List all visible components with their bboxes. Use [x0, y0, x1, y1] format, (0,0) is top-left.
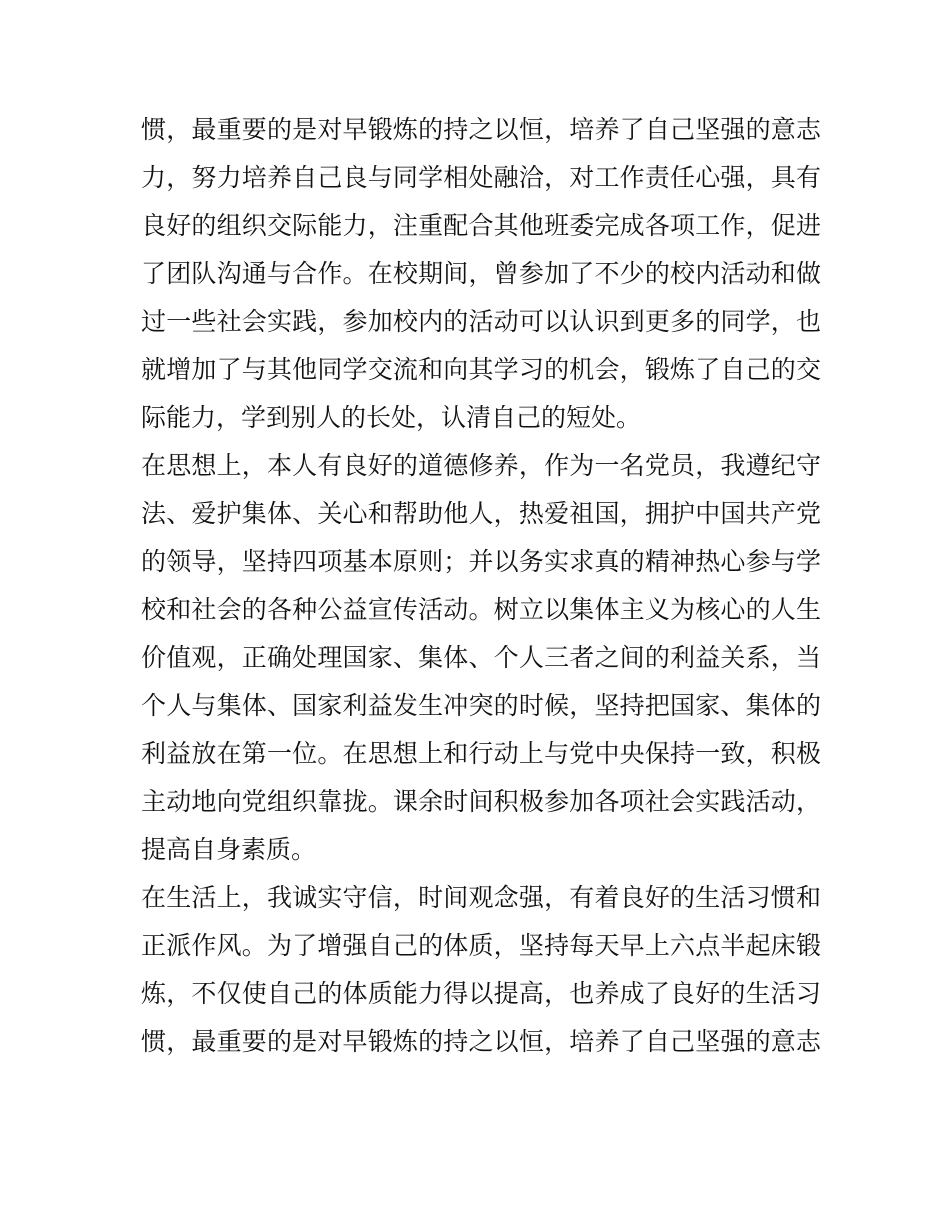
text-line: 炼，不仅使自己的体质能力得以提高，也养成了良好的生活习: [141, 979, 821, 1008]
text-line: 价值观，正确处理国家、集体、个人三者之间的利益关系，当: [141, 643, 821, 672]
text-line: 提高自身素质。: [141, 835, 317, 864]
text-line: 法、爱护集体、关心和帮助他人，热爱祖国，拥护中国共产党: [141, 499, 821, 528]
text-line: 过一些社会实践，参加校内的活动可以认识到更多的同学，也: [141, 307, 821, 336]
text-line: 良好的组织交际能力，注重配合其他班委完成各项工作，促进: [141, 211, 821, 240]
text-line: 在思想上，本人有良好的道德修养，作为一名党员，我遵纪守: [141, 451, 821, 480]
body-text: [141, 106, 821, 1066]
text-line: 了团队沟通与合作。在校期间，曾参加了不少的校内活动和做: [141, 259, 821, 288]
text-line: 利益放在第一位。在思想上和行动上与党中央保持一致，积极: [141, 739, 821, 768]
text-line: 际能力，学到别人的长处，认清自己的短处。: [141, 403, 642, 432]
text-line: 校和社会的各种公益宣传活动。树立以集体主义为核心的人生: [141, 595, 821, 624]
text-line: 主动地向党组织靠拢。课余时间积极参加各项社会实践活动，: [141, 787, 821, 816]
text-line: 惯，最重要的是对早锻炼的持之以恒，培养了自己坚强的意志: [141, 1027, 821, 1056]
text-line: 个人与集体、国家利益发生冲突的时候，坚持把国家、集体的: [141, 691, 821, 720]
text-line: 就增加了与其他同学交流和向其学习的机会，锻炼了自己的交: [141, 355, 821, 384]
text-line: 在生活上，我诚实守信，时间观念强，有着良好的生活习惯和: [141, 883, 821, 912]
text-line: 正派作风。为了增强自己的体质，坚持每天早上六点半起床锻: [141, 931, 821, 960]
text-line: 惯，最重要的是对早锻炼的持之以恒，培养了自己坚强的意志: [141, 115, 821, 144]
text-line: 力，努力培养自己良与同学相处融洽，对工作责任心强，具有: [141, 163, 821, 192]
text-line: 的领导，坚持四项基本原则；并以务实求真的精神热心参与学: [141, 547, 821, 576]
